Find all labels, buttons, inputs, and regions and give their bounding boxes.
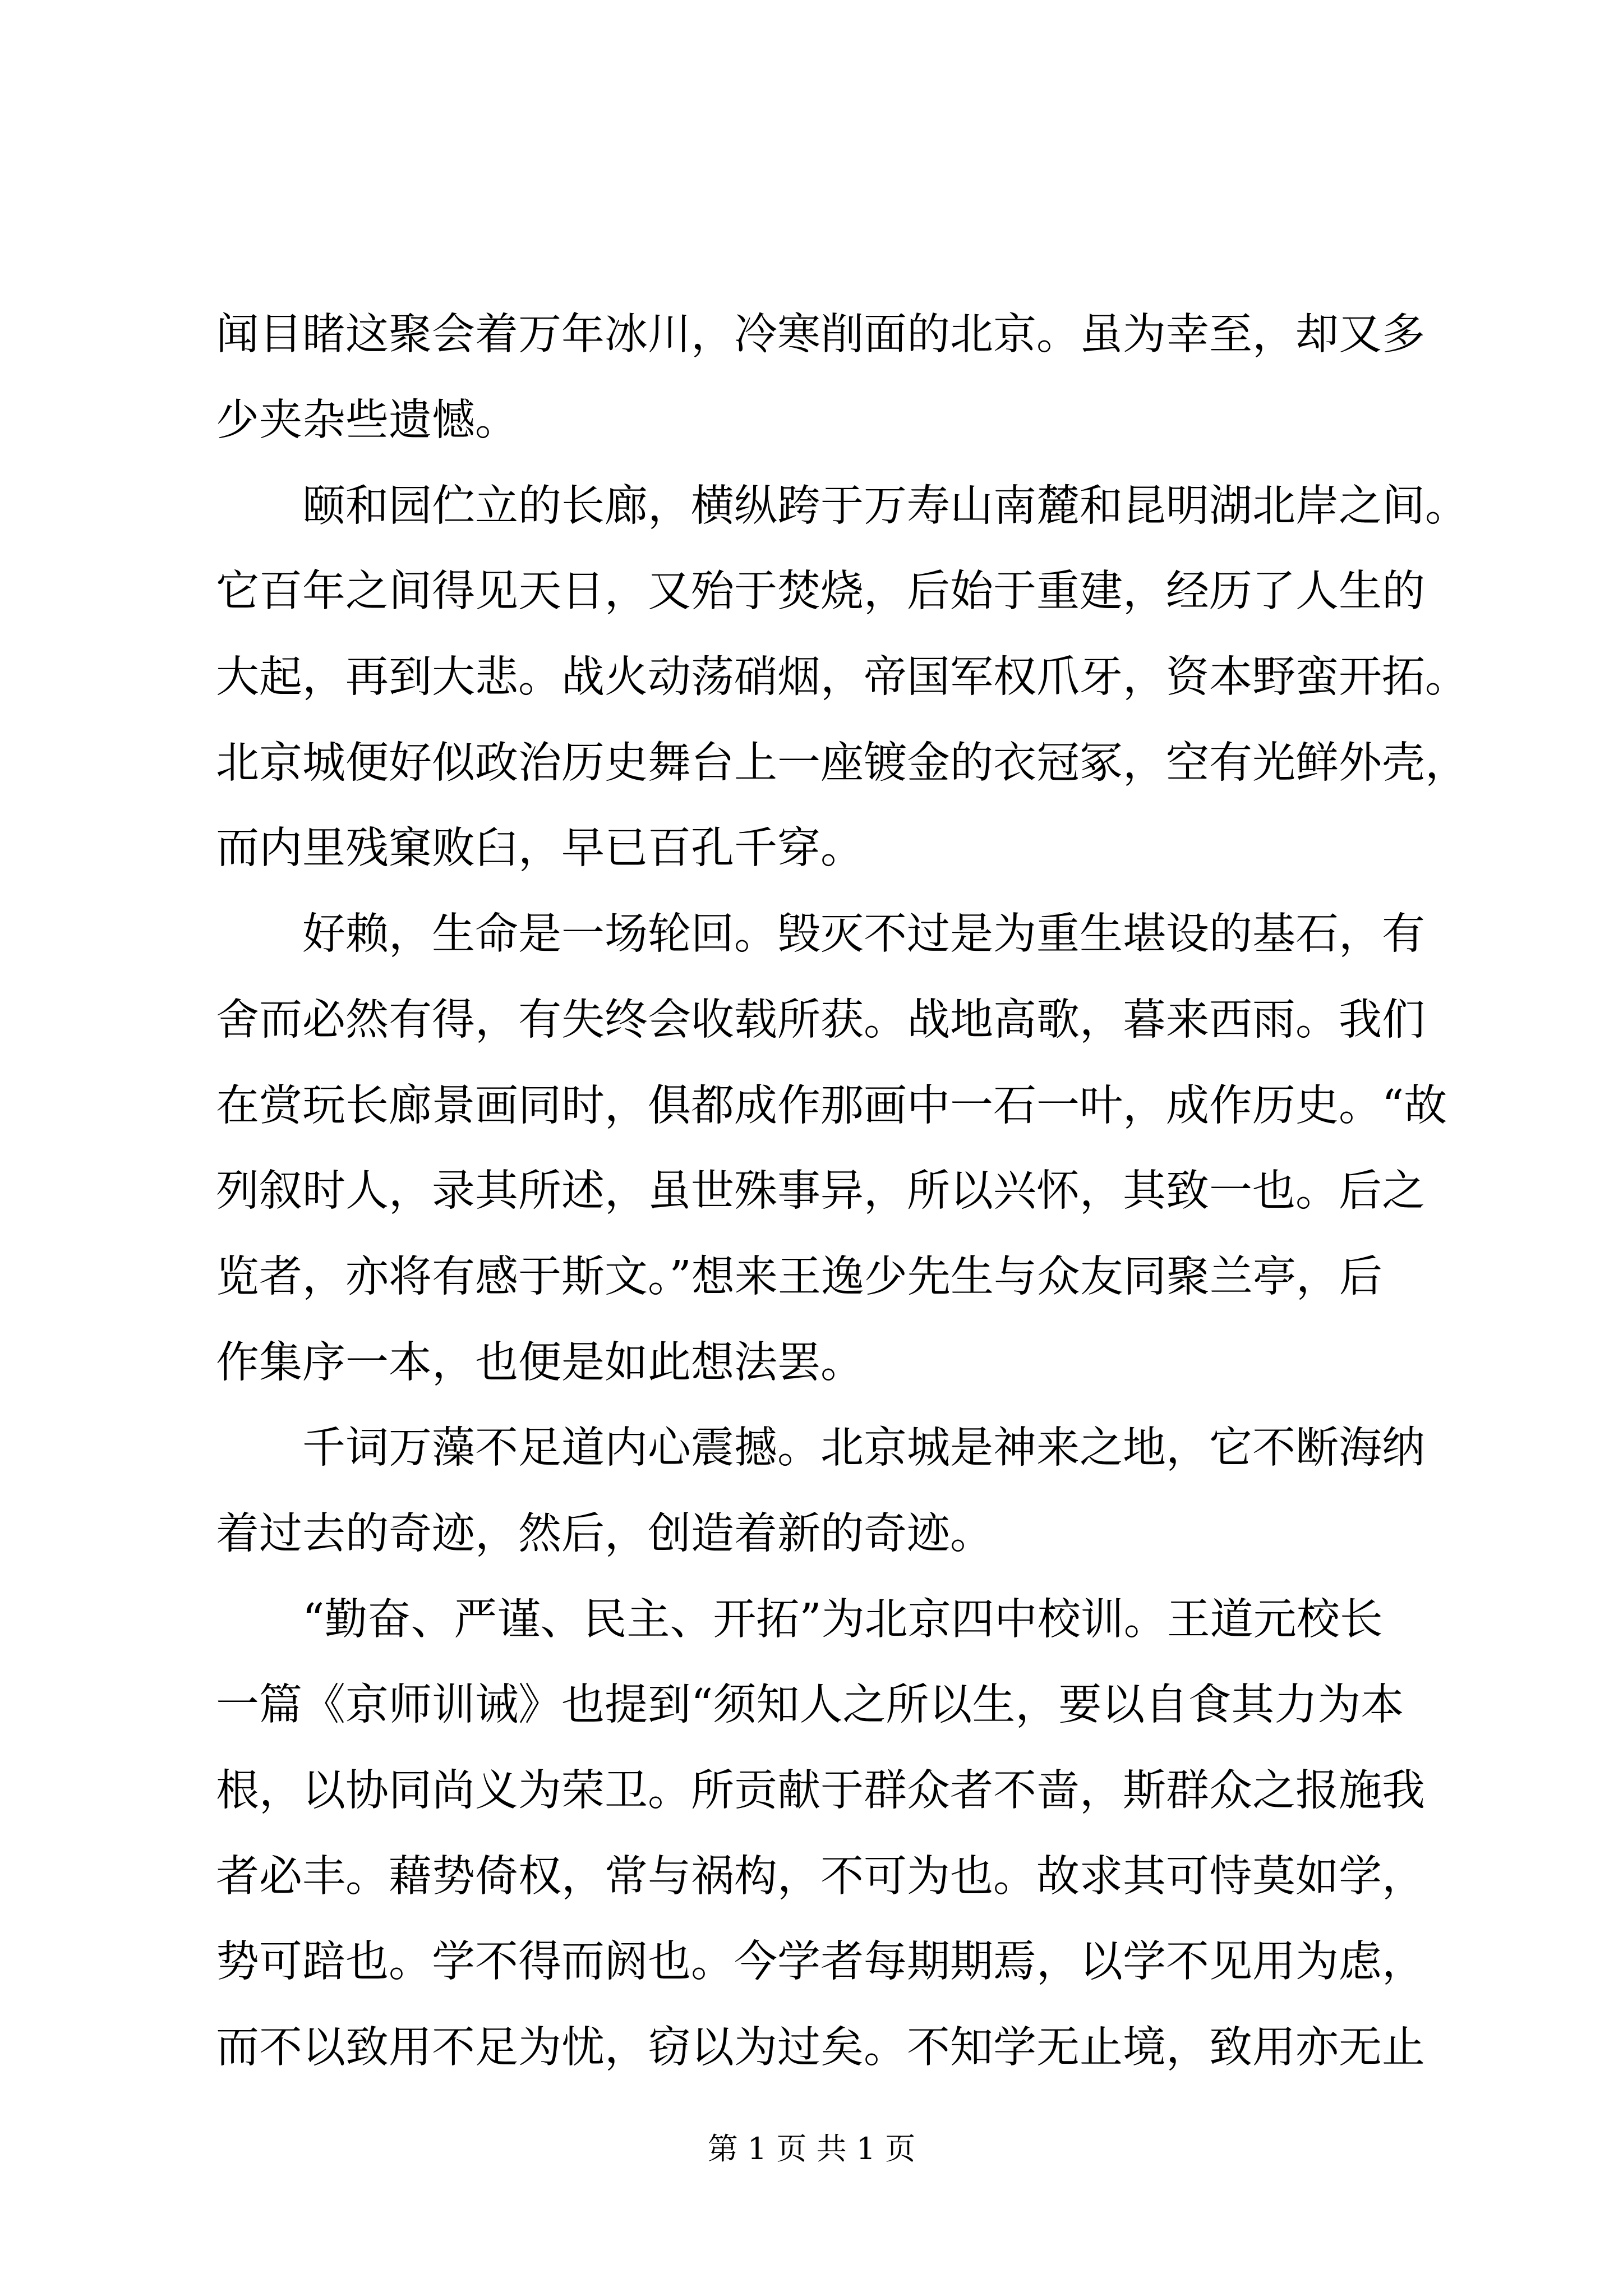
text-line: 大起，再到大悲。战火动荡硝烟，帝国军权爪牙，资本野蛮开拓。 <box>216 652 1468 702</box>
text-line: “勤奋、严谨、民主、开拓”为北京四中校训。王道元校长 <box>216 1595 1383 1645</box>
text-line: 者必丰。藉势倚权，常与祸构，不可为也。故求其可恃莫如学， <box>216 1852 1425 1902</box>
text-line: 一篇《京师训诫》也提到“须知人之所以生，要以自食其力为本 <box>216 1680 1404 1730</box>
text-line: 千词万藻不足道内心震撼。北京城是神来之地，它不断海纳 <box>216 1423 1425 1473</box>
text-line: 而内里残窠败臼，早已百孔千穿。 <box>216 823 864 873</box>
text-line: 着过去的奇迹，然后，创造着新的奇迹。 <box>216 1509 993 1559</box>
page-footer: 第 1 页 共 1 页 <box>707 2131 916 2166</box>
text-line: 好赖，生命是一场轮回。毁灭不过是为重生堪设的基石，有 <box>216 909 1425 959</box>
text-line: 少夹杂些遗憾。 <box>216 395 518 445</box>
text-line: 根，以协同尚义为荣卫。所贡献于群众者不啬，斯群众之报施我 <box>216 1766 1425 1816</box>
text-line: 它百年之间得见天日，又殆于焚烧，后始于重建，经历了人生的 <box>216 567 1425 616</box>
text-line: 而不以致用不足为忧，窃以为过矣。不知学无止境，致用亦无止 <box>216 2023 1425 2073</box>
text-line: 颐和园伫立的长廊，横纵跨于万寿山南麓和昆明湖北岸之间。 <box>216 481 1468 531</box>
text-line: 在赏玩长廊景画同时，俱都成作那画中一石一叶，成作历史。“故 <box>216 1081 1447 1131</box>
text-line: 作集序一本，也便是如此想法罢。 <box>216 1338 864 1388</box>
text-line: 览者，亦将有感于斯文。”想来王逸少先生与众友同聚兰亭，后 <box>216 1252 1382 1302</box>
text-line: 闻目睹这聚会着万年冰川，冷寒削面的北京。虽为幸至，却又多 <box>216 310 1425 360</box>
text-line: 舍而必然有得，有失终会收载所获。战地高歌，暮来西雨。我们 <box>216 995 1425 1045</box>
text-line: 势可踣也。学不得而阏也。今学者每期期焉，以学不见用为虑， <box>216 1937 1425 1987</box>
text-line: 列叙时人，录其所述，虽世殊事异，所以兴怀，其致一也。后之 <box>216 1166 1425 1216</box>
text-line: 北京城便好似政治历史舞台上一座镀金的衣冠冢，空有光鲜外壳， <box>216 738 1468 788</box>
